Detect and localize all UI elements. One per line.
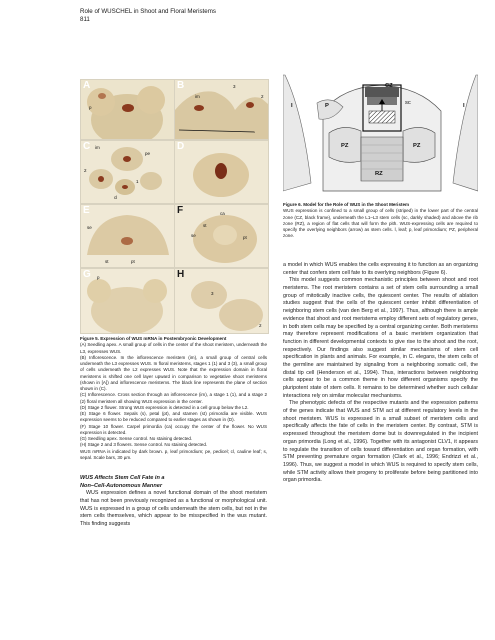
annotation-st: st	[105, 259, 109, 264]
figure5-panel-e	[80, 204, 175, 268]
section-heading-line: WUS Affects Stem Cell Fate in a	[80, 475, 165, 481]
annotation-pt: pt	[243, 235, 247, 240]
running-header	[80, 8, 216, 24]
panel-label-d: D	[177, 141, 185, 152]
figure6-caption-title: Figure 6. Model for the Role of WUS in the Shoot Meristem	[283, 202, 410, 207]
caption-line: (E) Stage 6 flower. Sepals (s), petal (pt), and stamen (st) primordia are visible. WUS expression seems to be reduced compared to earlier stages as shown in (D).	[80, 411, 267, 423]
figure6-caption	[283, 202, 478, 240]
panel-label-b: B	[177, 80, 185, 91]
caption-line: (F) Stage 10 flower. Carpel primordia (ca) occupy the center of the flower. No WUS expression is detected.	[80, 423, 267, 435]
section-heading-line: Non–Cell-Autonomous Manner	[80, 482, 163, 489]
caption-line: (B) Inflorescence. In the inflorescence meristem (im), a small group of central cells underneath the L3 expresses WUS. In floral meristems, stages 1 (1) and 3 (3), a small group of cells underneath the L2 expresses WUS. Note that the expression domain in floral meristems is shifted one cell layer upward in comparison to vegetative shoot meristems (shown in [A]) and inflorescence meristems. The black line represents the plane of section shown in (C).	[80, 354, 267, 391]
annotation-p: p	[89, 105, 92, 110]
annotation-1: 1	[136, 179, 139, 184]
caption-line: (H) Stage 2 and 3 flowers. Sense control. No staining detected.	[80, 442, 208, 448]
body-paragraph: The phenotypic defects of the respective mutants and the expression patterns of the genes indicate that WUS and STM act at different regulatory levels in the shoot meristem. WUS is expressed in a small subset of meristem cells and specifically affects the fate of cells in the meristem center. By contrast, STM is expressed throughout the meristem dome but is downregulated in the incipient organ primordia (Long et al., 1996). Together with its antagonist CLV1, it appears to regulate the transition of cells toward differentiation and organ formation, with STM preventing premature organ formation (Clark et al., 1996; Endrizzi et al., 1996). Thus, we suggest a model in which WUS is required to specify stem cells, while STM activity allows their progeny to proliferate before being partitioned into organ primordia.	[283, 400, 478, 484]
label-leaf-right: I	[463, 103, 465, 109]
label-pz-left: PZ	[341, 143, 349, 149]
panel-label-h: H	[177, 269, 185, 280]
section-heading	[80, 475, 267, 490]
figure5-panel-d	[174, 140, 269, 204]
figure5-panel-c	[80, 140, 175, 204]
annotation-2: 2	[261, 94, 264, 99]
body-paragraph: This model suggests common mechanistic principles between shoot and root meristems. The root meristem contains a set of stem cells surrounding a small group of mitotically inactive cells, the quiescent center. The results of ablation studies suggest that the cells of the quiescent center inhibit differentiation of neighboring stem cells (van den Berg et al., 1997). Thus, although there is ample evidence that shoot and root meristems employ different sets of regulatory genes, in both stem cells may be specified by a central organizing center. Both meristems may therefore represent modifications of a basic meristem organization that function in different developmental contexts to give rise to the shoot and the root, respectively. Our findings also suggest similar mechanisms of stem cell specification in plants and animals. For example, in C. elegans, the stem cells of the germline are maintained by signaling from a neighboring somatic cell, the distal tip cell (Henderson et al., 1994). Thus, interactions between neighboring cells appear to be a common theme in how different organisms specify the pluripotent state of stem cells. It remains to be determined whether such cellular interactions rely on similar molecular mechanisms.	[283, 277, 478, 399]
label-primordium: P	[325, 103, 329, 109]
annotation-p: p	[97, 275, 100, 280]
body-paragraph: WUS expression defines a novel functional domain of the shoot meristem that has not been previously recognized as a functional or morphological unit. WUS is expressed in a group of cells underneath the stem cells, but not in the stem cells themselves, which appear to be misspecified in the wus mutant. This finding suggests	[80, 490, 267, 527]
right-column-text	[283, 262, 478, 485]
annotation-st: st	[203, 223, 207, 228]
figure5-caption	[80, 336, 267, 461]
body-paragraph: a model in which WUS enables the cells expressing it to function as an organizing center that confers stem cell fate to its overlying neighbors (Figure 6).	[283, 262, 478, 276]
figure5-caption-title: Figure 5. Expression of WUS mRNA in Postembryonic Development	[80, 336, 227, 341]
running-title: Role of WUSCHEL in Shoot and Floral Meristems	[80, 8, 216, 15]
annotation-ca: ca	[220, 211, 225, 216]
caption-line: (A) Seedling apex. A small group of cells in the center of the shoot meristem, underneath the L3, expresses WUS.	[80, 342, 267, 354]
annotation-3: 3	[233, 84, 236, 89]
figure5-panel-a	[80, 79, 175, 140]
annotation-2: 2	[259, 323, 262, 328]
label-leaf-left: I	[291, 103, 293, 109]
figure5-panel-h	[174, 268, 269, 334]
figure5-panel-g	[80, 268, 175, 334]
annotation-pt: pt	[131, 259, 135, 264]
figure6-diagram	[283, 73, 478, 193]
page-number: 811	[80, 16, 90, 23]
label-rz: RZ	[375, 171, 383, 177]
annotation-im: im	[95, 145, 100, 150]
annotation-se: se	[191, 233, 196, 238]
annotation-im: im	[195, 94, 200, 99]
label-cz: CZ	[385, 83, 393, 89]
panel-label-f: F	[177, 205, 184, 216]
annotation-2: 2	[84, 168, 87, 173]
annotation-cl: cl	[114, 195, 118, 200]
label-pz-right: PZ	[413, 143, 421, 149]
figure6-caption-text: WUS expression is confined to a small group of cells (striped) in the lower part of the central zone (CZ, black frame), underneath the L1–L3 stem cells (sc, darkly shaded) and above the rib zone (RZ), a region of flat cells that will form the pith. WUS-expressing cells are required to specify the overlying neighbors (arrow) as stem cells. l, leaf; p, leaf primordium; PZ, peripheral zone.	[283, 208, 478, 239]
caption-line: (G) Seedling apex. Sense control. No staining detected.	[80, 436, 193, 441]
panel-label-g: G	[83, 269, 91, 280]
figure5-panel-b	[174, 79, 269, 140]
figure5-panel-f	[174, 204, 269, 268]
panel-label-c: C	[83, 141, 91, 152]
caption-line: (D) Stage 2 flower. Strong WUS expression is detected in a cell group below the L2.	[80, 404, 249, 410]
label-sc: sc	[405, 100, 411, 106]
panel-label-e: E	[83, 205, 90, 216]
panel-label-a: A	[83, 80, 91, 91]
caption-line: WUS mRNA is indicated by dark brown. p, leaf primordium; pe, pedicel; cl, cauline leaf; s, sepal. Scale bars, 30 µm.	[80, 448, 267, 460]
left-column-text	[80, 472, 267, 529]
annotation-pe: pe	[145, 151, 151, 156]
caption-line: (C) Inflorescence. Cross section through an inflorescence (im), a stage 1 (1), and a stage 2 (2) floral meristem all showing WUS expression in the center.	[80, 392, 267, 404]
annotation-3: 3	[211, 291, 214, 296]
annotation-se: se	[87, 225, 92, 230]
